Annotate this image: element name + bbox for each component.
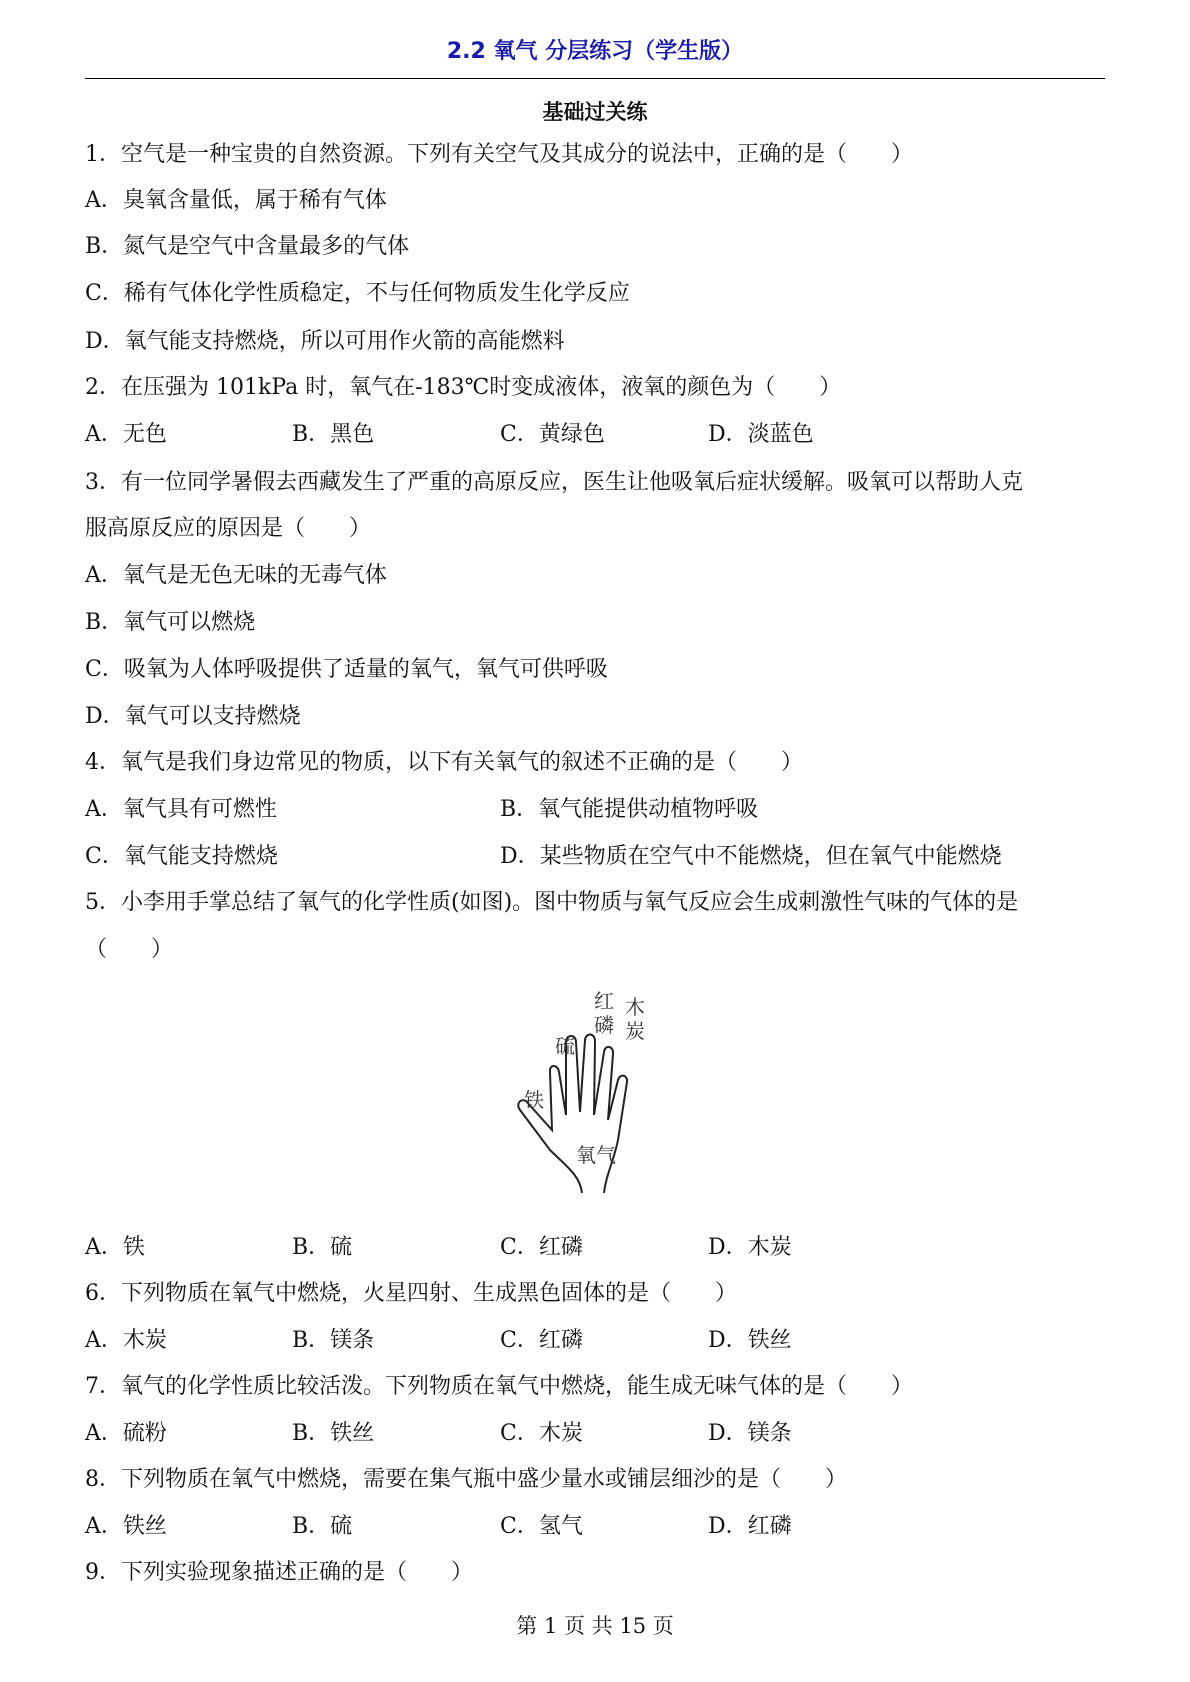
- question-1-option-c: C．稀有气体化学性质稳定，不与任何物质发生化学反应: [85, 281, 630, 306]
- figure-label-red-phosphorus-1: 红: [594, 989, 614, 1013]
- question-3-option-a: A．氧气是无色无味的无毒气体: [85, 563, 387, 588]
- question-5-option-b: B．硫: [292, 1235, 353, 1260]
- question-6-option-a: A．木炭: [85, 1328, 167, 1353]
- figure-label-sulfur: 硫: [555, 1034, 575, 1058]
- header-rule: [85, 78, 1105, 79]
- question-2-option-a: A．无色: [85, 422, 167, 447]
- question-4-option-a: A．氧气具有可燃性: [85, 797, 277, 822]
- question-2-option-c: C．黄绿色: [500, 422, 605, 447]
- question-2-option-b: B．黑色: [292, 422, 375, 447]
- question-3-stem-line-1: 3．有一位同学暑假去西藏发生了严重的高原反应，医生让他吸氧后症状缓解。吸氧可以帮助人克: [85, 470, 1024, 495]
- question-4-option-c: C．氧气能支持燃烧: [85, 844, 278, 869]
- question-8-option-b: B．硫: [292, 1514, 353, 1539]
- question-6-option-b: B．镁条: [292, 1328, 375, 1353]
- figure-label-charcoal-2: 炭: [625, 1019, 645, 1043]
- question-5-stem-line-1: 5．小李用手掌总结了氧气的化学性质(如图)。图中物质与氧气反应会生成刺激性气味的气体的是: [85, 890, 1019, 915]
- hand-outline: [518, 1034, 627, 1193]
- question-2-stem: 2．在压强为 101kPa 时，氧气在-183℃时变成液体，液氧的颜色为（ ）: [85, 375, 842, 400]
- question-4-option-b: B．氧气能提供动植物呼吸: [500, 797, 759, 822]
- question-1-option-b: B．氮气是空气中含量最多的气体: [85, 234, 410, 259]
- question-3-stem-line-2: 服高原反应的原因是（ ）: [85, 516, 372, 541]
- question-1-stem: 1．空气是一种宝贵的自然资源。下列有关空气及其成分的说法中，正确的是（ ）: [85, 142, 913, 167]
- question-7-option-a: A．硫粉: [85, 1421, 167, 1446]
- question-7-option-d: D．镁条: [708, 1421, 792, 1446]
- question-1-option-d: D．氧气能支持燃烧，所以可用作火箭的高能燃料: [85, 329, 565, 354]
- section-title: 基础过关练: [542, 100, 648, 124]
- question-5-option-a: A．铁: [85, 1235, 145, 1260]
- page-header-title: 2.2 氧气 分层练习（学生版）: [446, 39, 744, 64]
- question-4-option-d: D．某些物质在空气中不能燃烧，但在氧气中能燃烧: [500, 844, 1002, 869]
- question-1-option-a: A．臭氧含量低，属于稀有气体: [85, 188, 387, 213]
- question-9-stem: 9．下列实验现象描述正确的是（ ）: [85, 1560, 473, 1585]
- question-6-option-c: C．红磷: [500, 1328, 583, 1353]
- hand-oxygen-figure: [510, 980, 690, 1210]
- question-6-option-d: D．铁丝: [708, 1328, 792, 1353]
- figure-label-oxygen: 氧气: [576, 1143, 616, 1167]
- question-7-option-c: C．木炭: [500, 1421, 583, 1446]
- question-7-option-b: B．铁丝: [292, 1421, 375, 1446]
- figure-label-iron: 铁: [524, 1088, 544, 1112]
- question-8-option-d: D．红磷: [708, 1514, 792, 1539]
- question-3-option-d: D．氧气可以支持燃烧: [85, 704, 301, 729]
- question-4-stem: 4．氧气是我们身边常见的物质，以下有关氧气的叙述不正确的是（ ）: [85, 750, 803, 775]
- question-5-option-d: D．木炭: [708, 1235, 792, 1260]
- page-footer: 第 1 页 共 15 页: [516, 1614, 674, 1638]
- question-7-stem: 7．氧气的化学性质比较活泼。下列物质在氧气中燃烧，能生成无味气体的是（ ）: [85, 1374, 913, 1399]
- question-8-option-a: A．铁丝: [85, 1514, 167, 1539]
- question-8-stem: 8．下列物质在氧气中燃烧，需要在集气瓶中盛少量水或铺层细沙的是（ ）: [85, 1467, 847, 1492]
- question-8-option-c: C．氢气: [500, 1514, 583, 1539]
- question-5-option-c: C．红磷: [500, 1235, 583, 1260]
- question-2-option-d: D．淡蓝色: [708, 422, 814, 447]
- question-3-option-c: C．吸氧为人体呼吸提供了适量的氧气，氧气可供呼吸: [85, 657, 608, 682]
- figure-label-red-phosphorus-2: 磷: [594, 1013, 614, 1037]
- question-5-stem-line-2: （ ）: [85, 937, 174, 962]
- figure-label-charcoal-1: 木: [625, 995, 645, 1019]
- question-3-option-b: B．氧气可以燃烧: [85, 610, 256, 635]
- question-6-stem: 6．下列物质在氧气中燃烧，火星四射、生成黑色固体的是（ ）: [85, 1281, 737, 1306]
